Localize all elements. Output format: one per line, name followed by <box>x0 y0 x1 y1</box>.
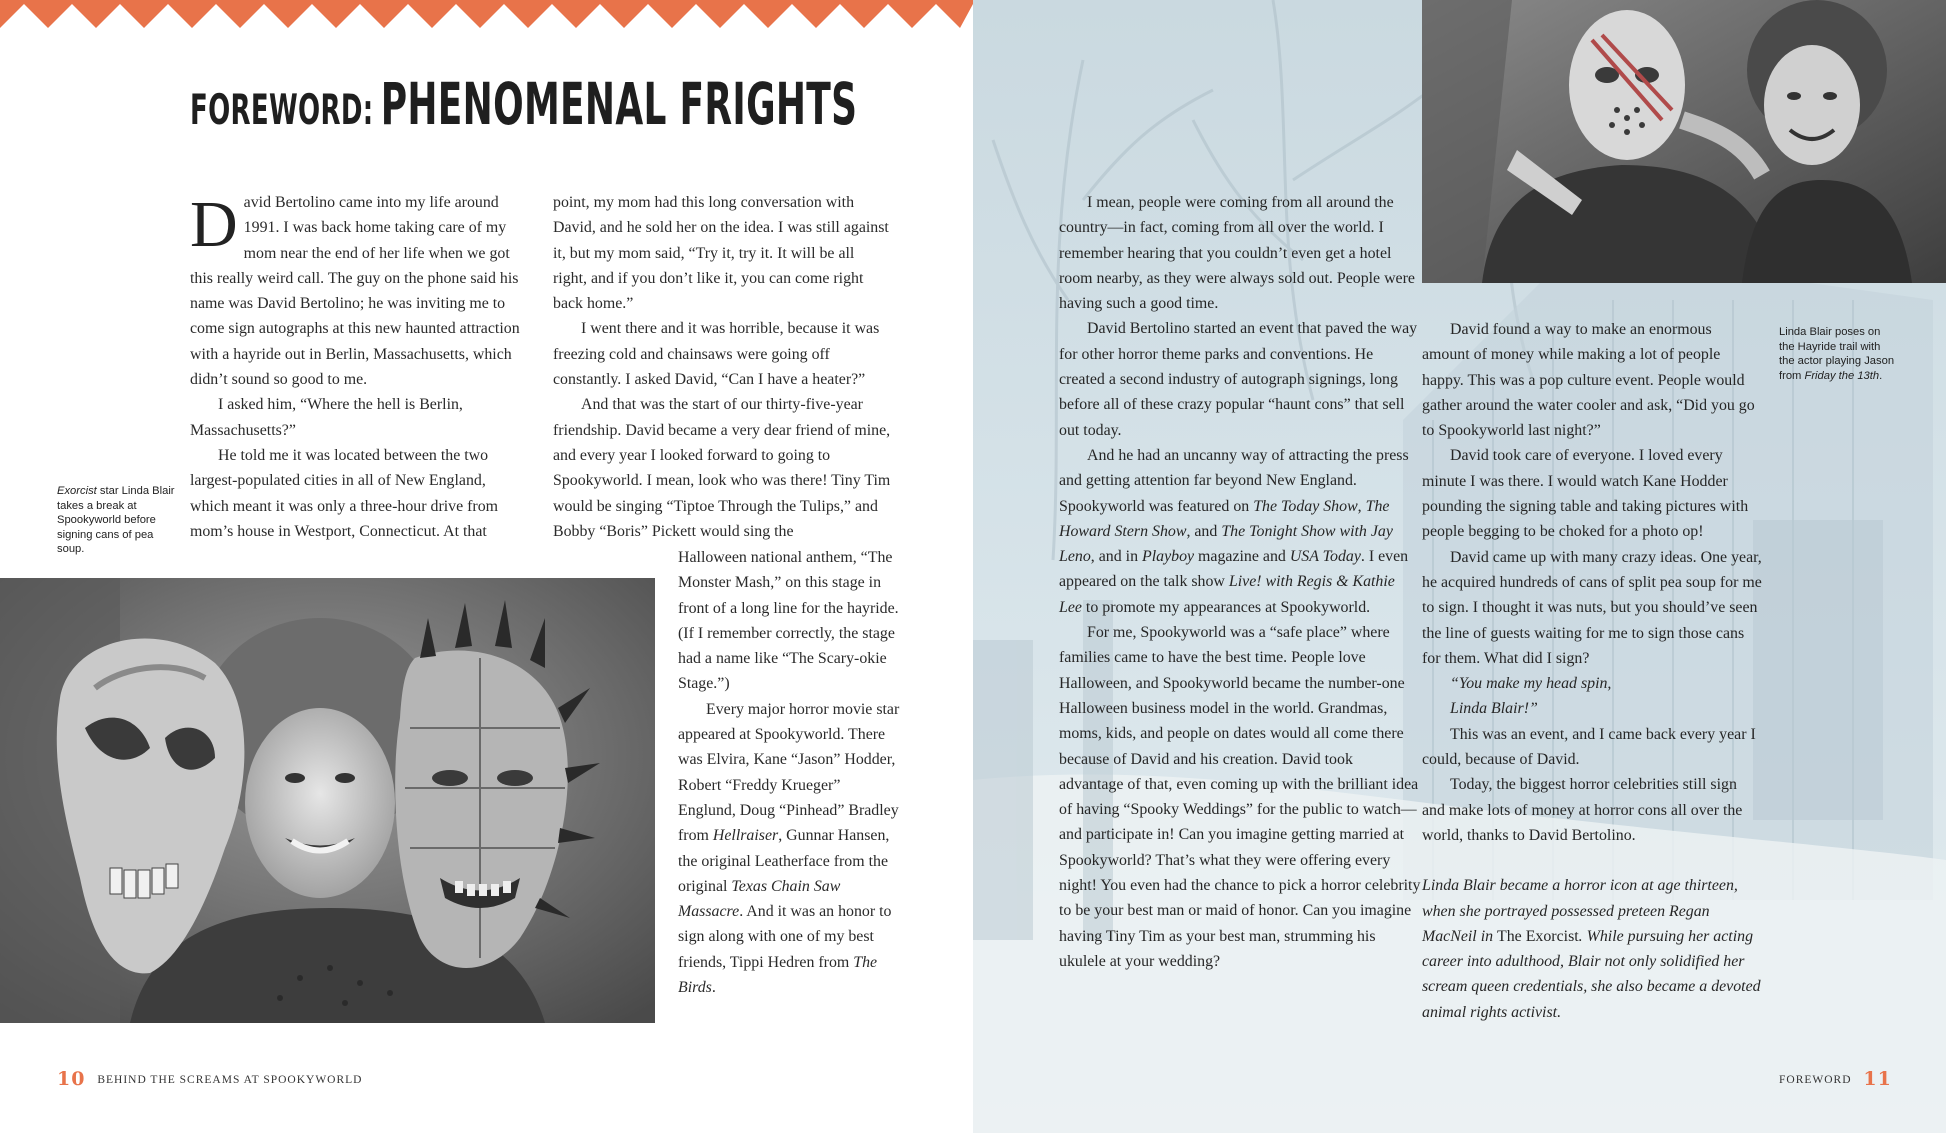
text-run: , and <box>1186 522 1222 540</box>
paragraph: And that was the start of our thirty-five-year friendship. David became a very dear friend of mine, and every year I looked forward to going to Spookyworld. I mean, look who was there! Tiny Tim would be singing “Tiptoe Through the Tulips,” and Bobby “Boris” Pickett would sing the <box>553 396 891 540</box>
newspaper-title: USA Today <box>1289 548 1361 566</box>
caption-text: Linda Blair poses on the Hayride trail with the actor playing Jason from <box>1779 326 1895 382</box>
bio-text: . While pursuing her acting career into adulthood, Blair not only solidified her scream queen credentials, she also became a devoted animal rights activist. <box>1422 927 1761 1021</box>
quote-text: Linda Blair!” <box>1450 700 1538 718</box>
text-run: Every major horror movie star appeared at Spookyworld. There was Elvira, Kane “Jason” Hodder, Robert “Freddy Krueger” Englund, Doug “Pinhead” Bradley from <box>678 700 900 845</box>
photo-illustration <box>0 578 655 1023</box>
drop-cap: D <box>190 188 238 261</box>
text-run: . I even appeared on the talk show <box>1059 548 1409 591</box>
photo-illustration <box>1422 0 1946 283</box>
paragraph: This was an event, and I came back every year I could, because of David. <box>1422 725 1756 769</box>
paragraph: I went there and it was horrible, because it was freezing cold and chainsaws were going off constantly. I asked David, “Can I have a heater?” <box>553 320 880 389</box>
caption-film-title: Exorcist <box>57 485 97 497</box>
show-title: The Tonight Show with Jay Leno <box>1059 522 1393 566</box>
right-footer <box>1779 1068 1892 1090</box>
paragraph <box>1059 443 1421 620</box>
paragraph <box>678 697 900 1001</box>
text-run: , <box>1357 497 1366 515</box>
linda-blair-masks-photo <box>0 578 655 1023</box>
paragraph: point, my mom had this long conversation with David, and he sold her on the idea. I was still against it, but my mom said, “Try it, try it. It will be all right, and if you don’t like it, you can come right back home.” <box>553 194 889 313</box>
left-column-1 <box>190 190 520 544</box>
bio-text: Linda Blair became a horror icon at age thirteen, when she portrayed possessed preteen Regan MacNeil in <box>1422 877 1738 945</box>
text-run: , Gunnar Hansen, the original Leatherface from the original <box>678 827 890 895</box>
quote-text: “You make my head spin, <box>1450 675 1612 693</box>
page-title <box>190 70 857 138</box>
show-title: Live! with Regis & Kathie Lee <box>1059 573 1395 616</box>
film-title: The Birds <box>678 953 878 997</box>
left-column-3 <box>678 545 900 1000</box>
left-footer <box>57 1068 362 1090</box>
paragraph <box>190 190 520 392</box>
film-title: Hellraiser <box>712 827 779 845</box>
paragraph-text: avid Bertolino came into my life around 1991. I was back home taking care of my mom near the end of her life when we got this really weird call. The guy on the phone said his name was David Bertolino; he was inviting me to come sign autographs at this new haunted attraction with a hayride out in Berlin, Massachusetts, which didn’t sound so good to me. <box>190 194 520 389</box>
paragraph: Today, the biggest horror celebrities still sign and make lots of money at horror cons all over the world, thanks to David Bertolino. <box>1422 776 1743 844</box>
paragraph: David Bertolino started an event that paved the way for other horror theme parks and conventions. He created a second industry of autograph signings, long before all of these crazy popular “haunt cons” that sell out today. <box>1059 320 1418 439</box>
left-photo-caption <box>57 484 175 557</box>
caption-text: star Linda Blair takes a break at Spookyworld before signing cans of pea soup. <box>57 485 175 555</box>
linda-blair-jason-photo <box>1422 0 1946 283</box>
film-title: Texas Chain Saw Massacre <box>678 877 841 921</box>
text-run: , and in <box>1090 548 1142 566</box>
paragraph: For me, Spookyworld was a “safe place” where families came to have the best time. People love Halloween, and Spookyworld became the number-one Halloween business model in the world. Grandmas, moms, kids, and people on dates would all come there because of David and his creation. David took advantage of that, even coming up with the brilliant idea of having “Spooky Weddings” for the public to watch—and participate in! Can you imagine getting married at Spookyworld? That’s what they were offering every night! You even had the chance to pick a horror celebrity to be your best man or maid of honor. Can you imagine having Tiny Tim as your best man, strumming his ukulele at your wedding? <box>1059 624 1421 970</box>
text-run: And he had an uncanny way of attracting the press and getting attention far beyond New England. Spookyworld was featured on <box>1059 446 1409 515</box>
paragraph: I mean, people were coming from all around the country—in fact, coming from all over the world. I remember hearing that you couldn’t even get a hotel room nearby, as they were always sold out. People were having such a good time. <box>1059 194 1415 313</box>
text-run: magazine and <box>1194 548 1290 566</box>
show-title: The Howard Stern Show <box>1059 497 1390 540</box>
quote-line <box>1422 696 1762 721</box>
bio-note <box>1422 873 1762 1025</box>
paragraph: Halloween national anthem, “The Monster Mash,” on this stage in front of a long line for the hayride. (If I remember correctly, the stage had a name like “The Scary-okie Stage.”) <box>678 549 899 693</box>
zigzag-border <box>0 0 973 32</box>
text-run: . <box>711 979 716 997</box>
film-title: The Exorcist <box>1497 927 1579 945</box>
paragraph: He told me it was located between the two largest-populated cities in all of New England, which meant it was only a three-hour drive from mom’s house in Westport, Connecticut. At that <box>190 446 499 540</box>
right-photo-caption <box>1779 325 1897 383</box>
page-number: 11 <box>1863 1068 1892 1090</box>
right-column-2 <box>1422 317 1762 1025</box>
caption-film-title: Friday the 13th <box>1804 369 1880 382</box>
right-column-1 <box>1059 190 1421 974</box>
title-main: PHENOMENAL FRIGHTS <box>380 70 858 138</box>
text-run: to promote my appearances at Spookyworld. <box>1081 598 1371 616</box>
caption-text: . <box>1879 369 1883 382</box>
paragraph: David found a way to make an enormous amount of money while making a lot of people happy. This was a pop culture event. People would gather around the water cooler and ask, “Did you go to Spookyworld last night?” <box>1422 321 1755 440</box>
running-head: FOREWORD <box>1779 1074 1852 1086</box>
paragraph: I asked him, “Where the hell is Berlin, Massachusetts?” <box>190 396 463 439</box>
paragraph: David came up with many crazy ideas. One year, he acquired hundreds of cans of split pea soup for me to sign. I thought it was nuts, but you should’ve seen the line of guests waiting for me to sign those cans for them. What did I sign? <box>1422 548 1762 667</box>
page-number: 10 <box>57 1068 86 1090</box>
paragraph: David took care of everyone. I loved every minute I was there. I would watch Kane Hodder pounding the signing table and taking pictures with people begging to be choked for a photo op! <box>1422 447 1749 541</box>
title-prefix: FOREWORD: <box>190 85 374 134</box>
show-title: The Today Show <box>1253 497 1358 515</box>
left-column-2 <box>553 190 891 544</box>
text-run: . And it was an honor to sign along with one of my best friends, Tippi Hedren from <box>678 903 892 971</box>
running-head: BEHIND THE SCREAMS AT SPOOKYWORLD <box>97 1074 363 1086</box>
quote-line <box>1422 671 1762 696</box>
magazine-title: Playboy <box>1142 548 1195 566</box>
